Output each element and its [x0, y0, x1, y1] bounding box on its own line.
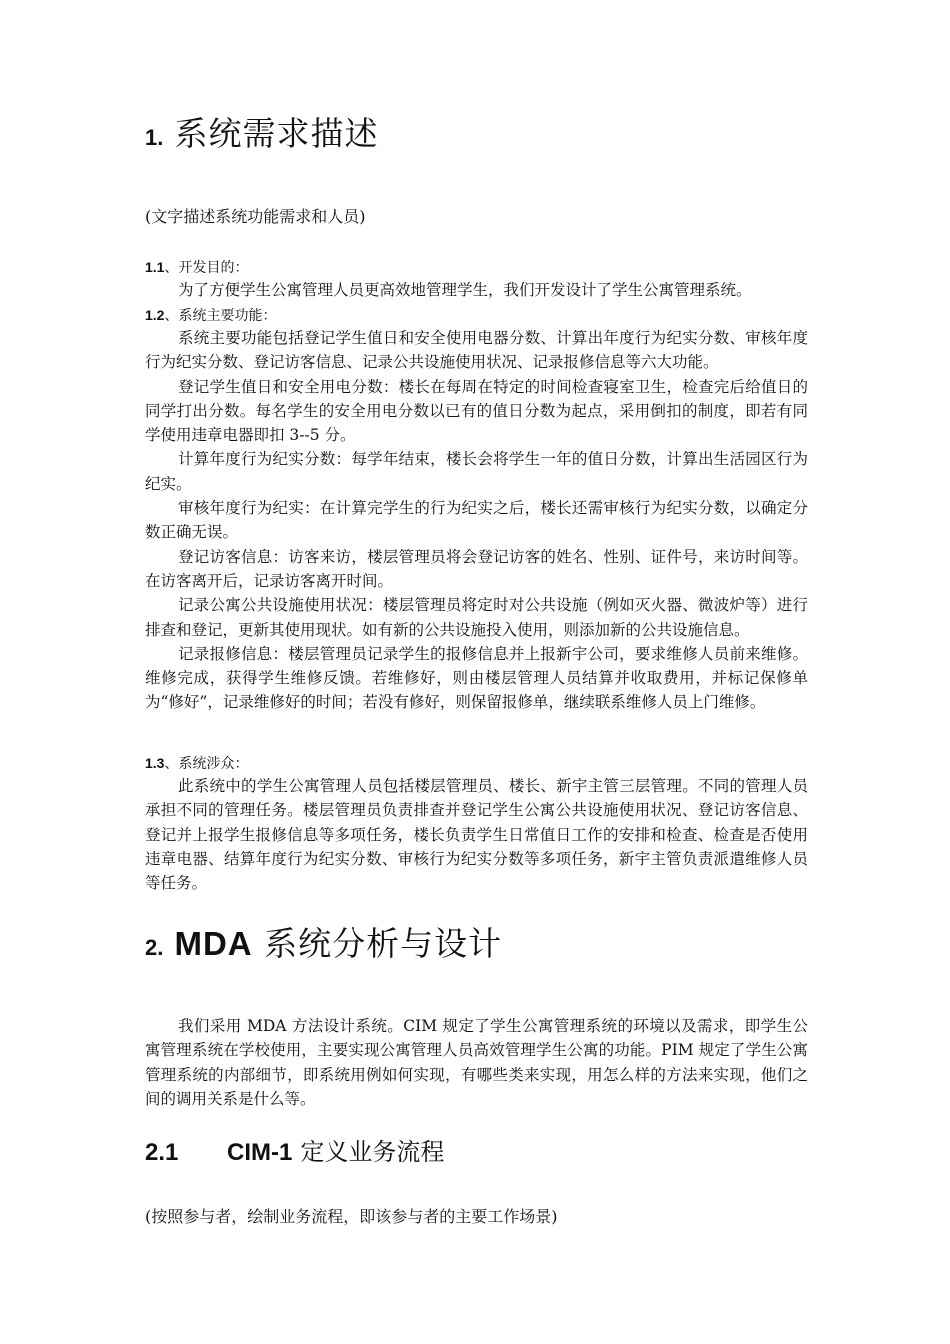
subsection-1-3-paragraph: 此系统中的学生公寓管理人员包括楼层管理员、楼长、新宇主管三层管理。不同的管理人员承担不同的管理任务。楼层管理员负责排查并登记学生公寓公共设施使用状况、登记访客信息、登记并上报学生报修信息等多项任务，楼长负责学生日常值日工作的安排和检查、检查是否使用违章电器、结算年度行为纪实分数、审核行为纪实分数等多项任务，新宇主管负责派遣维修人员等任务。: [145, 777, 808, 893]
section-2-title-text: 系统分析与设计: [264, 924, 503, 963]
section-2-paragraph: 我们采用 MDA 方法设计系统。CIM 规定了学生公寓管理系统的环境以及需求，即学生公寓管理系统在学校使用，主要实现公寓管理人员高效管理学生公寓的功能。PIM 规定了学生公寓管理系统的内部细节，即系统用例如何实现，有哪些类来实现，用怎么样的方法来实现，他们之间的调用关系是什么等。: [145, 1017, 808, 1108]
section-2-1-heading: [145, 1132, 444, 1167]
subsection-1-1-title: 、开发目的：: [164, 260, 249, 276]
annual-score-paragraph: 计算年度行为纪实分数：每学年结束，楼长会将学生一年的值日分数，计算出生活园区行为纪实。: [145, 450, 808, 493]
section-1-note: [145, 204, 366, 227]
facility-status-paragraph: 记录公寓公共设施使用状况：楼层管理员将定时对公共设施（例如灭火器、微波炉等）进行排查和登记，更新其使用现状。如有新的公共设施投入使用，则添加新的公共设施信息。: [145, 596, 808, 639]
subsection-1-2-heading: [145, 304, 276, 327]
subsection-1-3-heading: [145, 752, 248, 775]
section-2-1-code: CIM-1: [227, 1139, 293, 1166]
repair-info-paragraph: 记录报修信息：楼层管理员记录学生的报修信息并上报新宇公司，要求维修人员前来维修。维修完成，获得学生维修反馈。若维修好，则由楼层管理人员结算并收取费用，并标记保修单为“修好”，记录维修好的时间；若没有修好，则保留报修单，继续联系维修人员上门维修。: [145, 644, 808, 712]
section-2-number: 2.: [145, 935, 164, 960]
duty-score-paragraph: 登记学生值日和安全用电分数：楼长在每周在特定的时间检查寝室卫生，检查完后给值日的同学打出分数。每名学生的安全用电分数以已有的值日分数为起点，采用倒扣的制度，即若有同学使用违章电器即扣 3--5 分。: [145, 377, 808, 445]
section-2-1-note-text: (按照参与者，绘制业务流程，即该参与者的主要工作场景): [145, 1207, 558, 1226]
subsection-1-1-number: 1.1: [145, 259, 165, 275]
subsection-1-1-heading: [145, 256, 248, 279]
section-1-note-text: (文字描述系统功能需求和人员): [145, 207, 366, 226]
section-2-heading: [145, 918, 502, 965]
subsection-1-1-paragraph: 为了方便学生公寓管理人员更高效地管理学生，我们开发设计了学生公寓管理系统。: [178, 281, 752, 299]
section-1-title: 系统需求描述: [174, 114, 379, 153]
visitor-info-paragraph: 登记访客信息：访客来访，楼层管理员将会登记访客的姓名、性别、证件号，来访时间等。在访客离开后，记录访客离开时间。: [145, 547, 808, 590]
section-2-title-code: MDA: [174, 925, 253, 962]
section-2-1-number: 2.1: [145, 1139, 179, 1166]
section-1-number: 1.: [145, 125, 164, 150]
subsection-1-2-body: [145, 326, 808, 715]
section-1-heading: [145, 108, 378, 155]
subsection-1-3-number: 1.3: [145, 755, 165, 771]
subsection-1-3-title: 、系统涉众：: [164, 756, 249, 772]
section-2-title: [174, 924, 502, 963]
section-2-1-title: 定义业务流程: [300, 1138, 445, 1166]
subsection-1-2-number: 1.2: [145, 307, 165, 323]
subsection-1-2-title: 、系统主要功能：: [164, 308, 277, 324]
section-2-1-note: [145, 1204, 558, 1227]
audit-score-paragraph: 审核年度行为纪实：在计算完学生的行为纪实之后，楼长还需审核行为纪实分数，以确定分数正确无误。: [145, 499, 808, 542]
function-overview-paragraph: 系统主要功能包括登记学生值日和安全使用电器分数、计算出年度行为纪实分数、审核年度行为纪实分数、登记访客信息、记录公共设施使用状况、记录报修信息等六大功能。: [145, 329, 808, 372]
